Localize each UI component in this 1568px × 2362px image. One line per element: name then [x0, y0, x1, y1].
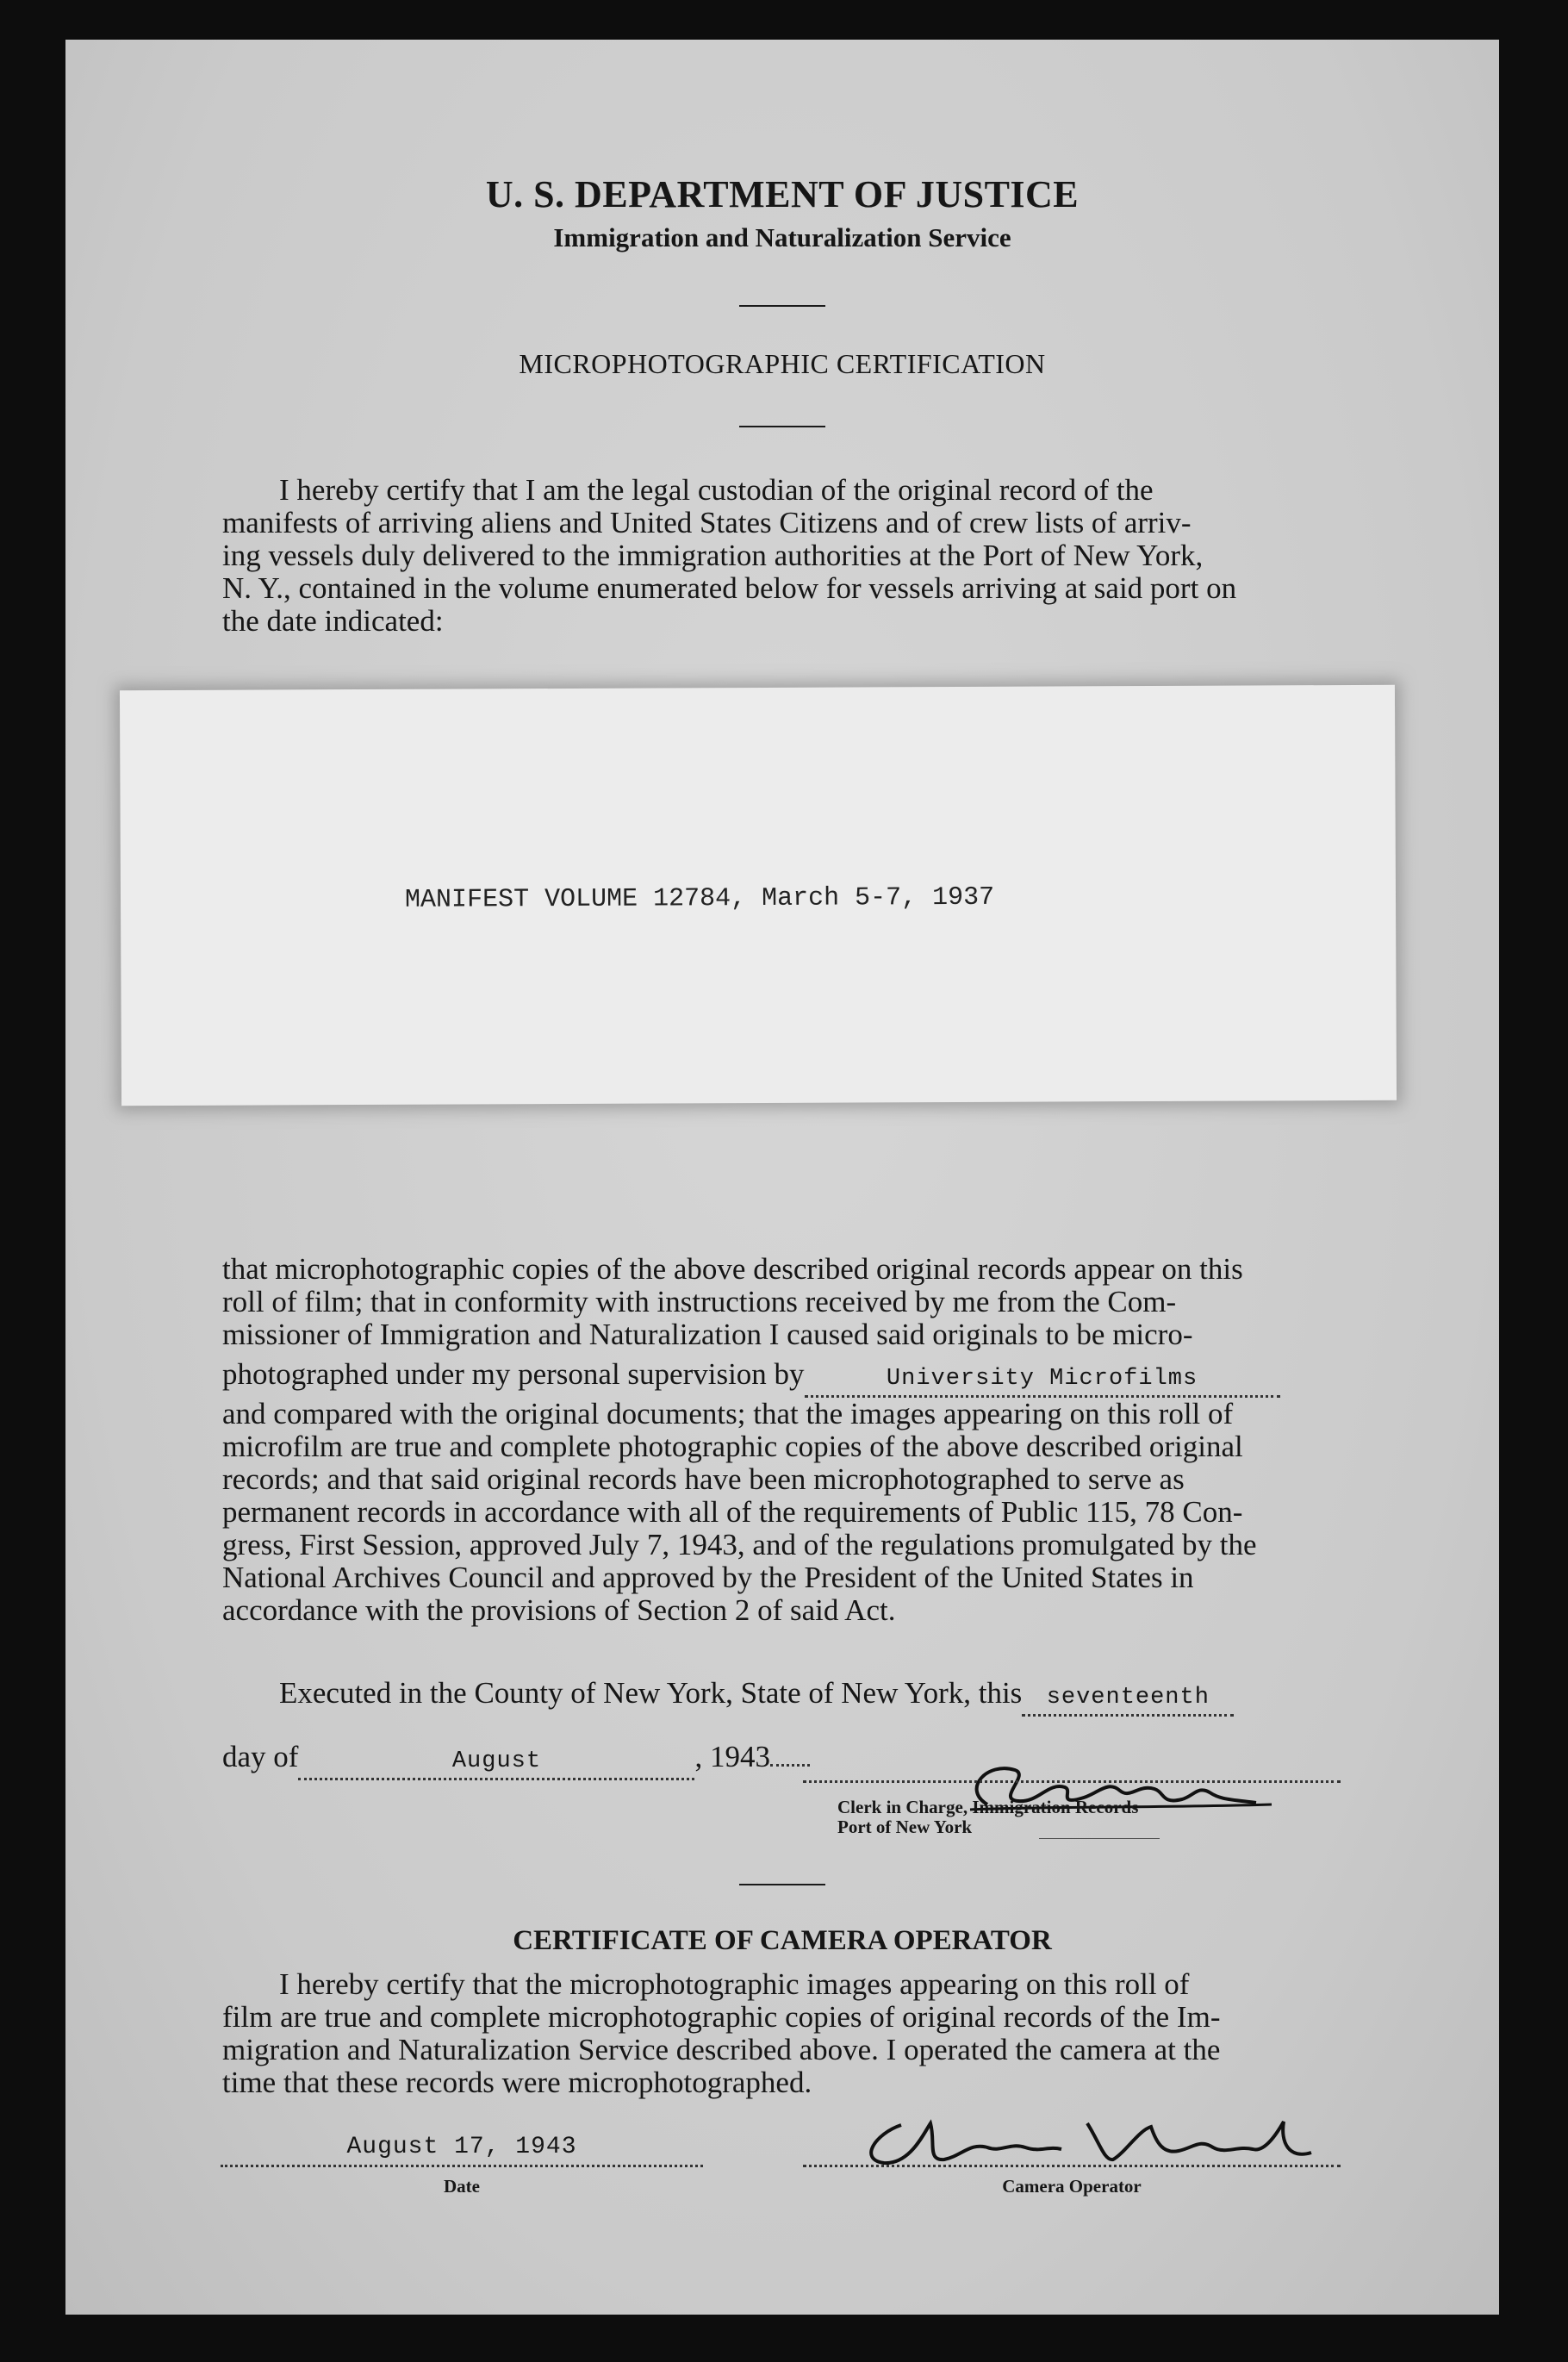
camera-date-label: Date [444, 2176, 480, 2197]
supervision-value: University Microfilms [886, 1366, 1198, 1392]
certification-title: MICROPHOTOGRAPHIC CERTIFICATION [519, 348, 1046, 379]
executed-prefix: Executed in the County of New York, State of New York, this [279, 1676, 1023, 1710]
body-line: accordance with the provisions of Section 2 of said Act. [222, 1593, 896, 1627]
executed-line [222, 1677, 1411, 1717]
intro-line: manifests of arriving aliens and United States Citizens and of crew lists of arriv- [222, 506, 1192, 539]
intro-paragraph [222, 474, 1411, 638]
year-label: , 1943 [694, 1740, 770, 1773]
intro-line: the date indicated: [222, 604, 444, 638]
clerk-signature-line [803, 1780, 1341, 1783]
day-of-label: day of [222, 1740, 299, 1773]
year-dots [770, 1764, 810, 1767]
manifest-volume-text: MANIFEST VOLUME 12784, March 5-7, 1937 [404, 882, 995, 915]
clerk-title-line: Clerk in Charge, Immigration Records [837, 1797, 1139, 1817]
camera-line: I hereby certify that the microphotographic images appearing on this roll of [279, 1967, 1190, 2001]
month-value: August [451, 1748, 542, 1774]
body-line: microfilm are true and complete photographic copies of the above described original [222, 1430, 1243, 1463]
intro-line: ing vessels duly delivered to the immigration authorities at the Port of New York, [222, 539, 1204, 572]
camera-operator-label: Camera Operator [1002, 2176, 1142, 2197]
executed-day-value: seventeenth [1046, 1685, 1210, 1711]
section-rule [739, 1884, 825, 1885]
camera-certificate-title: CERTIFICATE OF CAMERA OPERATOR [513, 1925, 1052, 1956]
header-rule-1 [739, 305, 825, 307]
camera-date-value: August 17, 1943 [346, 2134, 577, 2160]
body-line: gress, First Session, approved July 7, 1943, and of the regulations promulgated by the [222, 1528, 1257, 1561]
header-rule-2 [739, 426, 825, 427]
body-line: National Archives Council and approved by the President of the United States in [222, 1561, 1194, 1594]
body-line: records; and that said original records have been microphotographed to serve as [222, 1462, 1185, 1496]
camera-operator-line [803, 2165, 1341, 2167]
camera-line: time that these records were microphotographed. [222, 2066, 812, 2099]
clerk-underline [1039, 1838, 1160, 1839]
clerk-title [837, 1798, 1138, 1837]
body-line: and compared with the original documents; that the images appearing on this roll of [222, 1397, 1234, 1430]
camera-line: migration and Naturalization Service described above. I operated the camera at the [222, 2033, 1221, 2066]
body-line: permanent records in accordance with all of the requirements of Public 115, 78 Con- [222, 1495, 1243, 1529]
service-subheading: Immigration and Naturalization Service [553, 222, 1011, 252]
body-line: that microphotographic copies of the above described original records appear on this [222, 1252, 1243, 1286]
manifest-slip [120, 685, 1397, 1106]
body-line-supervision [222, 1358, 1411, 1398]
month-field [298, 1741, 694, 1780]
camera-paragraph [222, 1968, 1411, 2099]
certificate-sheet [65, 40, 1499, 2315]
body-line: missioner of Immigration and Naturalization I caused said originals to be micro- [222, 1318, 1193, 1351]
clerk-title-line: Port of New York [837, 1817, 973, 1837]
executed-date-line [222, 1741, 998, 1780]
body-line: roll of film; that in conformity with instructions received by me from the Com- [222, 1285, 1177, 1318]
intro-line: N. Y., contained in the volume enumerated below for vessels arriving at said port on [222, 571, 1237, 605]
executed-day-field [1022, 1677, 1234, 1717]
camera-line: film are true and complete microphotographic copies of original records of the Im- [222, 2000, 1221, 2034]
camera-date-field [221, 2134, 703, 2160]
supervision-value-field [805, 1358, 1280, 1398]
body-paragraph [222, 1253, 1411, 1627]
supervision-prefix: photographed under my personal supervision by [222, 1357, 805, 1391]
intro-line: I hereby certify that I am the legal custodian of the original record of the [279, 473, 1154, 507]
department-heading: U. S. DEPARTMENT OF JUSTICE [485, 173, 1080, 215]
camera-date-line [221, 2165, 703, 2167]
